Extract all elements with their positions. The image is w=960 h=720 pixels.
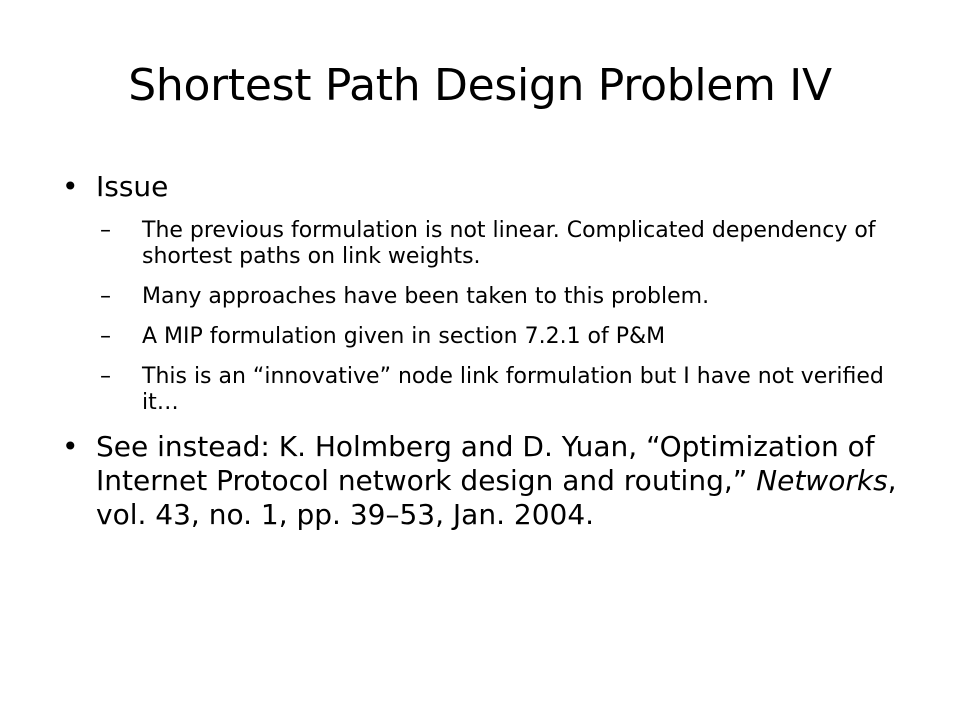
subitem-approaches [62, 284, 912, 310]
subitem-mip [62, 324, 912, 350]
subitem-text: Many approaches have been taken to this problem. [142, 284, 710, 309]
reference-journal: Networks [756, 464, 888, 497]
bullet-dot-icon: • [62, 170, 79, 203]
subitem-text: A MIP formulation given in section 7.2.1 of P&M [142, 324, 666, 349]
bullet-reference [62, 430, 912, 532]
dash-icon: – [100, 364, 111, 389]
issue-subitems [62, 218, 912, 416]
subitem-innovative [62, 364, 912, 416]
slide-body [62, 170, 912, 546]
dash-icon: – [100, 324, 111, 349]
reference-text-before: See instead: K. Holmberg and D. Yuan, “Optimization of Internet Protocol network design and routing,” [96, 430, 875, 497]
subitem-not-linear [62, 218, 912, 270]
dash-icon: – [100, 284, 111, 309]
bullet-issue [62, 170, 912, 204]
subitem-text: This is an “innovative” node link formulation but I have not verified it… [142, 364, 884, 415]
bullet-issue-label: Issue [96, 170, 169, 203]
slide-title: Shortest Path Design Problem IV [128, 60, 832, 111]
bullet-dot-icon: • [62, 430, 79, 463]
reference-text-after: , vol. 43, no. 1, pp. 39–53, Jan. 2004. [96, 464, 897, 531]
dash-icon: – [100, 218, 111, 243]
subitem-text: The previous formulation is not linear. Complicated dependency of shortest paths on link weights. [142, 218, 876, 269]
